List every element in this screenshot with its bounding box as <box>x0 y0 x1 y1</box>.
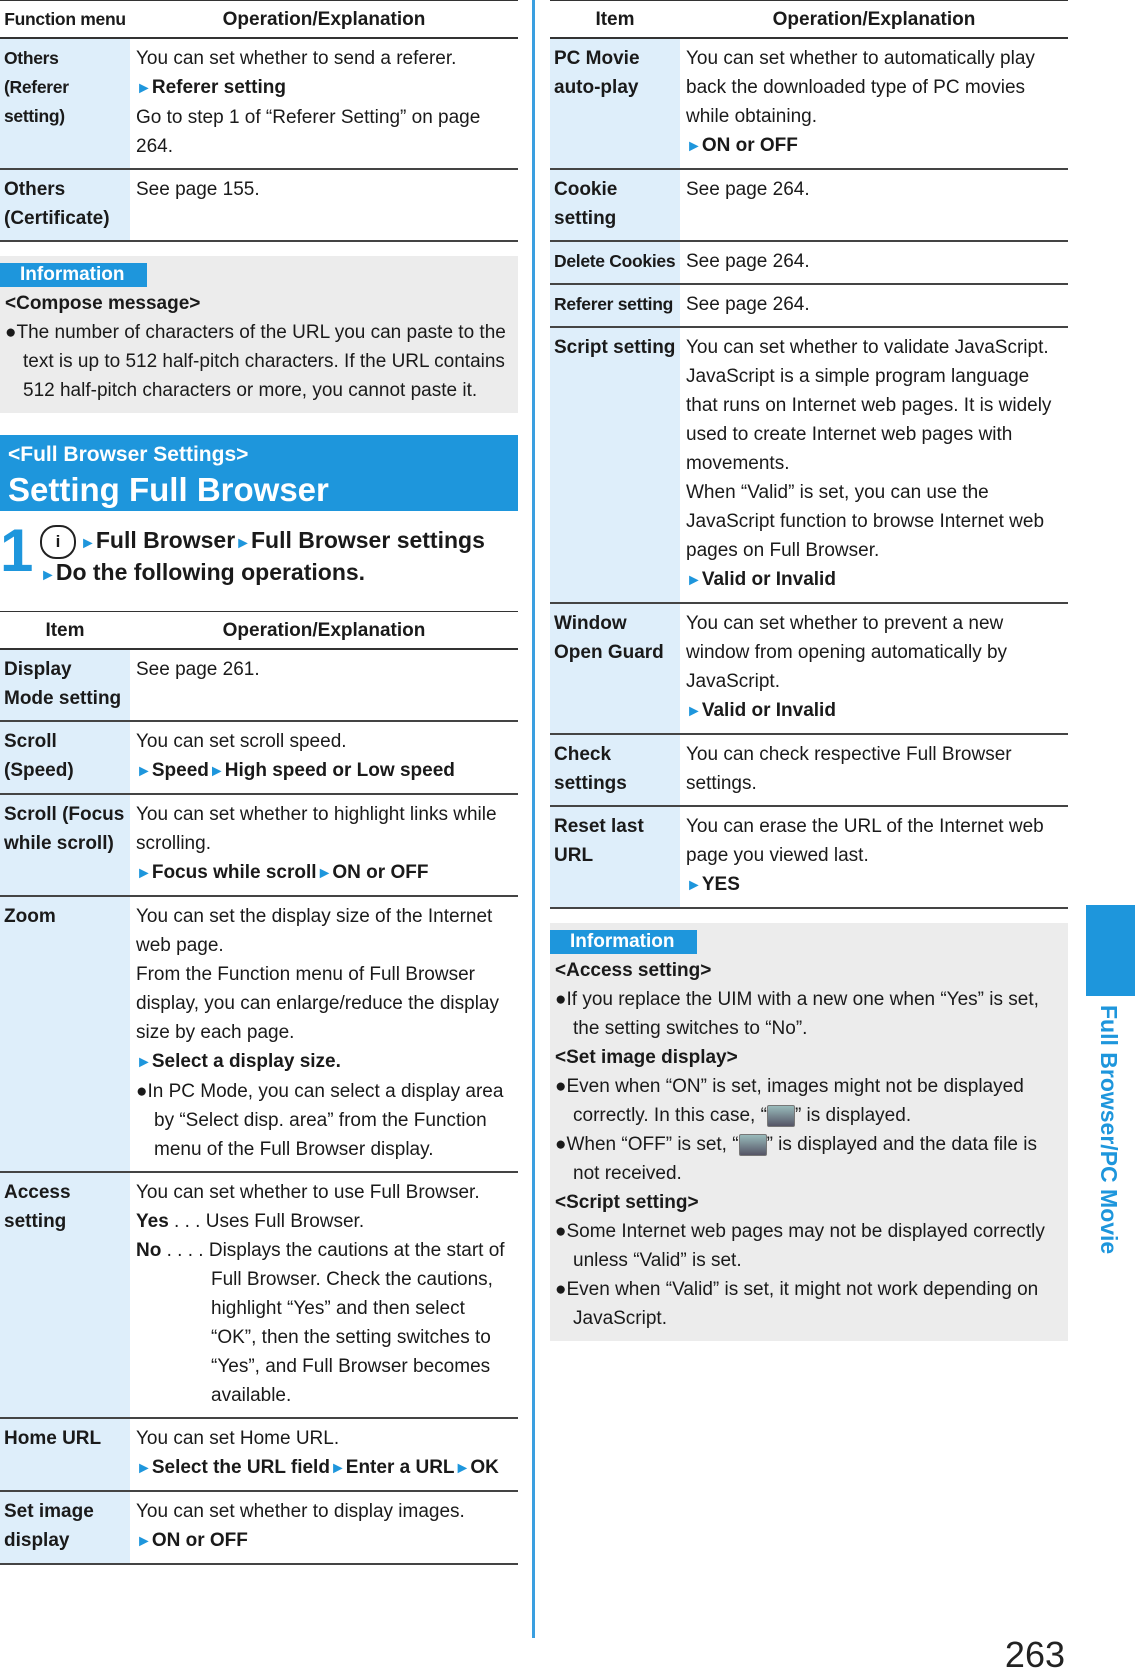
row-value <box>130 1418 518 1491</box>
arrow-icon: ► <box>136 1054 152 1071</box>
chapter-tab <box>1086 905 1135 996</box>
row-bullet <box>136 1077 514 1164</box>
row-action: Referer setting <box>151 77 286 98</box>
option-text: Displays the cautions at the start of Full Browser. Check the cautions, highlight “Yes” and then select “OK”, then the setting switches to “Yes”, and Full Browser becomes available. <box>208 1240 505 1406</box>
option-text: Uses Full Browser. <box>205 1211 365 1232</box>
row-text: You can set whether to display images. <box>136 1501 465 1522</box>
row-key: Scroll (Speed) <box>0 721 130 794</box>
row-value <box>130 896 518 1172</box>
arrow-icon: ► <box>80 535 96 553</box>
arrow-icon: ► <box>686 877 702 894</box>
row-action: Select the URL field <box>151 1457 330 1478</box>
info-heading: <Set image display> <box>555 1047 738 1068</box>
row-action: Speed <box>151 760 209 781</box>
row-text: You can set Home URL. <box>136 1428 340 1449</box>
table-row <box>550 806 1068 908</box>
info-bullet <box>555 1217 1063 1275</box>
step-1 <box>0 515 518 611</box>
row-action: Focus while scroll <box>151 862 317 883</box>
row-value <box>130 721 518 794</box>
row-value: See page 264. <box>680 284 1068 327</box>
row-key: Delete Cookies <box>550 241 680 284</box>
arrow-icon: ► <box>136 80 152 97</box>
info-bullet-text: The number of characters of the URL you can paste to the text is up to 512 half-pitch characters. If the URL contains 512 half-pitch characters or more, you cannot paste it. <box>16 322 506 401</box>
row-text: You can set the display size of the Internet web page. <box>136 906 493 956</box>
info-bullet-text: ” is displayed and the data file is not received. <box>573 1134 1037 1184</box>
row-value <box>680 603 1068 734</box>
table-row <box>0 721 518 794</box>
row-value <box>130 1491 518 1564</box>
table-row <box>0 38 518 169</box>
row-action: High speed or Low speed <box>224 760 455 781</box>
arrow-icon: ► <box>136 865 152 882</box>
row-text: From the Function menu of Full Browser display, you can enlarge/reduce the display size by each page. <box>136 964 499 1043</box>
table-row <box>0 1172 518 1418</box>
info-bullet-text: ” is displayed. <box>794 1105 912 1126</box>
step-line-2 <box>40 559 365 586</box>
left-column <box>0 0 518 1565</box>
leader-dots: . . . <box>174 1211 201 1232</box>
row-text: You can set whether to automatically play back the downloaded type of PC movies while obtaining. <box>686 48 1035 127</box>
image-not-displayed-icon <box>767 1105 795 1127</box>
table-row <box>550 169 1068 241</box>
table-row <box>0 794 518 896</box>
column-divider <box>532 0 535 1638</box>
table-row <box>550 327 1068 603</box>
arrow-icon: ► <box>235 535 251 553</box>
arrow-icon: ► <box>40 567 56 584</box>
table-row <box>0 169 518 241</box>
option-label: Yes <box>136 1211 169 1232</box>
info-bullet <box>555 1275 1063 1333</box>
row-value <box>130 1172 518 1418</box>
table-row <box>550 603 1068 734</box>
table-row <box>0 896 518 1172</box>
row-key: Display Mode setting <box>0 649 130 721</box>
row-key: Script setting <box>550 327 680 603</box>
row-value <box>680 38 1068 169</box>
row-text: You can set scroll speed. <box>136 731 347 752</box>
table-row <box>0 1418 518 1491</box>
row-key: Cookie setting <box>550 169 680 241</box>
row-text: When “Valid” is set, you can use the JavaScript function to browse Internet web pages on Full Browser. <box>686 482 1045 561</box>
information-box <box>550 923 1068 1341</box>
row-key: Check settings <box>550 734 680 806</box>
information-box <box>0 256 518 413</box>
info-bullet-text: Some Internet web pages may not be displayed correctly unless “Valid” is set. <box>566 1221 1045 1271</box>
page-number: 263 <box>1004 1634 1065 1675</box>
chapter-label <box>1090 1005 1130 1255</box>
bullet-icon: ● <box>555 1279 567 1300</box>
bullet-icon: ● <box>555 1076 567 1097</box>
row-key: Others (Certificate) <box>0 169 130 241</box>
row-value: See page 264. <box>680 241 1068 284</box>
table-header-operation: Operation/Explanation <box>130 1 518 39</box>
bullet-icon: ● <box>555 989 567 1010</box>
leader-dots: . . . . <box>166 1240 204 1261</box>
table-row <box>0 649 518 721</box>
image-off-icon <box>739 1134 767 1156</box>
right-column <box>550 0 1068 1341</box>
row-action: Enter a URL <box>345 1457 455 1478</box>
info-heading: <Script setting> <box>555 1192 699 1213</box>
row-key: Zoom <box>0 896 130 1172</box>
row-value <box>680 327 1068 603</box>
row-value: You can check respective Full Browser settings. <box>680 734 1068 806</box>
option-label: No <box>136 1240 162 1261</box>
row-value <box>680 806 1068 908</box>
table-row <box>550 734 1068 806</box>
arrow-icon: ► <box>329 1460 346 1477</box>
row-value: See page 155. <box>130 169 518 241</box>
step-part: Full Browser <box>95 527 236 554</box>
row-action: ON or OFF <box>332 862 429 883</box>
row-key: Set image display <box>0 1491 130 1564</box>
row-text: You can set whether to send a referer. <box>136 48 457 69</box>
i-mode-key-icon: i <box>40 525 76 559</box>
arrow-icon: ► <box>686 572 702 589</box>
row-action: ON or OFF <box>701 135 798 156</box>
row-action: ON or OFF <box>151 1530 248 1551</box>
step-number: 1 <box>0 517 34 584</box>
row-action: Valid or Invalid <box>701 569 836 590</box>
bullet-icon: ● <box>136 1081 148 1102</box>
chapter-label-text: Full Browser/PC Movie <box>1096 1005 1122 1255</box>
row-key: Others (Referer setting) <box>0 38 130 169</box>
info-bullet <box>5 318 513 405</box>
section-heading <box>0 435 518 511</box>
row-key: PC Movie auto-play <box>550 38 680 169</box>
row-bullet-text: In PC Mode, you can select a display area by “Select disp. area” from the Function menu of the Full Browser display. <box>147 1081 504 1160</box>
info-bullet <box>555 1130 1063 1188</box>
info-bullet-text: When “OFF” is set, “ <box>566 1134 739 1155</box>
info-bullet <box>555 985 1063 1043</box>
arrow-icon: ► <box>136 1533 152 1550</box>
information-tag: Information <box>550 930 697 954</box>
table-row <box>0 1491 518 1564</box>
row-value: See page 261. <box>130 649 518 721</box>
arrow-icon: ► <box>208 763 225 780</box>
info-heading: <Access setting> <box>555 960 712 981</box>
table-row <box>550 38 1068 169</box>
table-header-item: Item <box>550 1 680 39</box>
info-heading: <Compose message> <box>5 293 201 314</box>
info-bullet <box>555 1072 1063 1130</box>
table-row <box>550 241 1068 284</box>
row-text: You can set whether to validate JavaScript. JavaScript is a simple program language that runs on Internet web pages. It is widely used to create Internet web pages with movements. <box>686 337 1052 474</box>
arrow-icon: ► <box>454 1460 471 1477</box>
row-value <box>130 794 518 896</box>
section-subtitle: <Full Browser Settings> <box>8 443 249 466</box>
step-line-1 <box>40 525 485 559</box>
full-browser-settings-table <box>0 611 518 1565</box>
table-header-item: Item <box>0 612 130 650</box>
row-text: Go to step 1 of “Referer Setting” on page 264. <box>136 107 481 157</box>
row-action: YES <box>701 874 740 895</box>
row-key: Scroll (Focus while scroll) <box>0 794 130 896</box>
arrow-icon: ► <box>136 1460 152 1477</box>
info-bullet-text: Even when “ON” is set, images might not be displayed correctly. In this case, “ <box>566 1076 1024 1126</box>
arrow-icon: ► <box>136 763 152 780</box>
information-tag: Information <box>0 263 147 287</box>
table-header-operation: Operation/Explanation <box>130 612 518 650</box>
row-value: See page 264. <box>680 169 1068 241</box>
settings-table-continued <box>550 0 1068 909</box>
step-part: Full Browser settings <box>251 527 485 554</box>
table-header-operation: Operation/Explanation <box>680 1 1068 39</box>
row-key: Access setting <box>0 1172 130 1418</box>
row-action: Valid or Invalid <box>701 700 836 721</box>
row-key: Window Open Guard <box>550 603 680 734</box>
function-menu-table <box>0 0 518 242</box>
bullet-icon: ● <box>5 322 17 343</box>
row-action: Select a display size. <box>151 1051 341 1072</box>
row-action: OK <box>470 1457 499 1478</box>
info-bullet-text: If you replace the UIM with a new one when “Yes” is set, the setting switches to “No”. <box>566 989 1039 1039</box>
row-text: You can set whether to prevent a new window from opening automatically by JavaScript. <box>686 613 1008 692</box>
row-key: Home URL <box>0 1418 130 1491</box>
bullet-icon: ● <box>555 1134 567 1155</box>
row-text: You can erase the URL of the Internet web page you viewed last. <box>686 816 1044 866</box>
step-part: Do the following operations. <box>55 559 366 585</box>
row-value <box>130 38 518 169</box>
row-key: Referer setting <box>550 284 680 327</box>
arrow-icon: ► <box>686 138 702 155</box>
bullet-icon: ● <box>555 1221 567 1242</box>
row-text: You can set whether to highlight links while scrolling. <box>136 804 497 854</box>
table-row <box>550 284 1068 327</box>
row-text: You can set whether to use Full Browser. <box>136 1182 480 1203</box>
info-bullet-text: Even when “Valid” is set, it might not work depending on JavaScript. <box>566 1279 1039 1329</box>
row-key: Reset last URL <box>550 806 680 908</box>
arrow-icon: ► <box>316 865 333 882</box>
arrow-icon: ► <box>686 703 702 720</box>
section-title: Setting Full Browser <box>8 471 329 508</box>
table-header-function-menu: Function menu <box>0 1 130 39</box>
